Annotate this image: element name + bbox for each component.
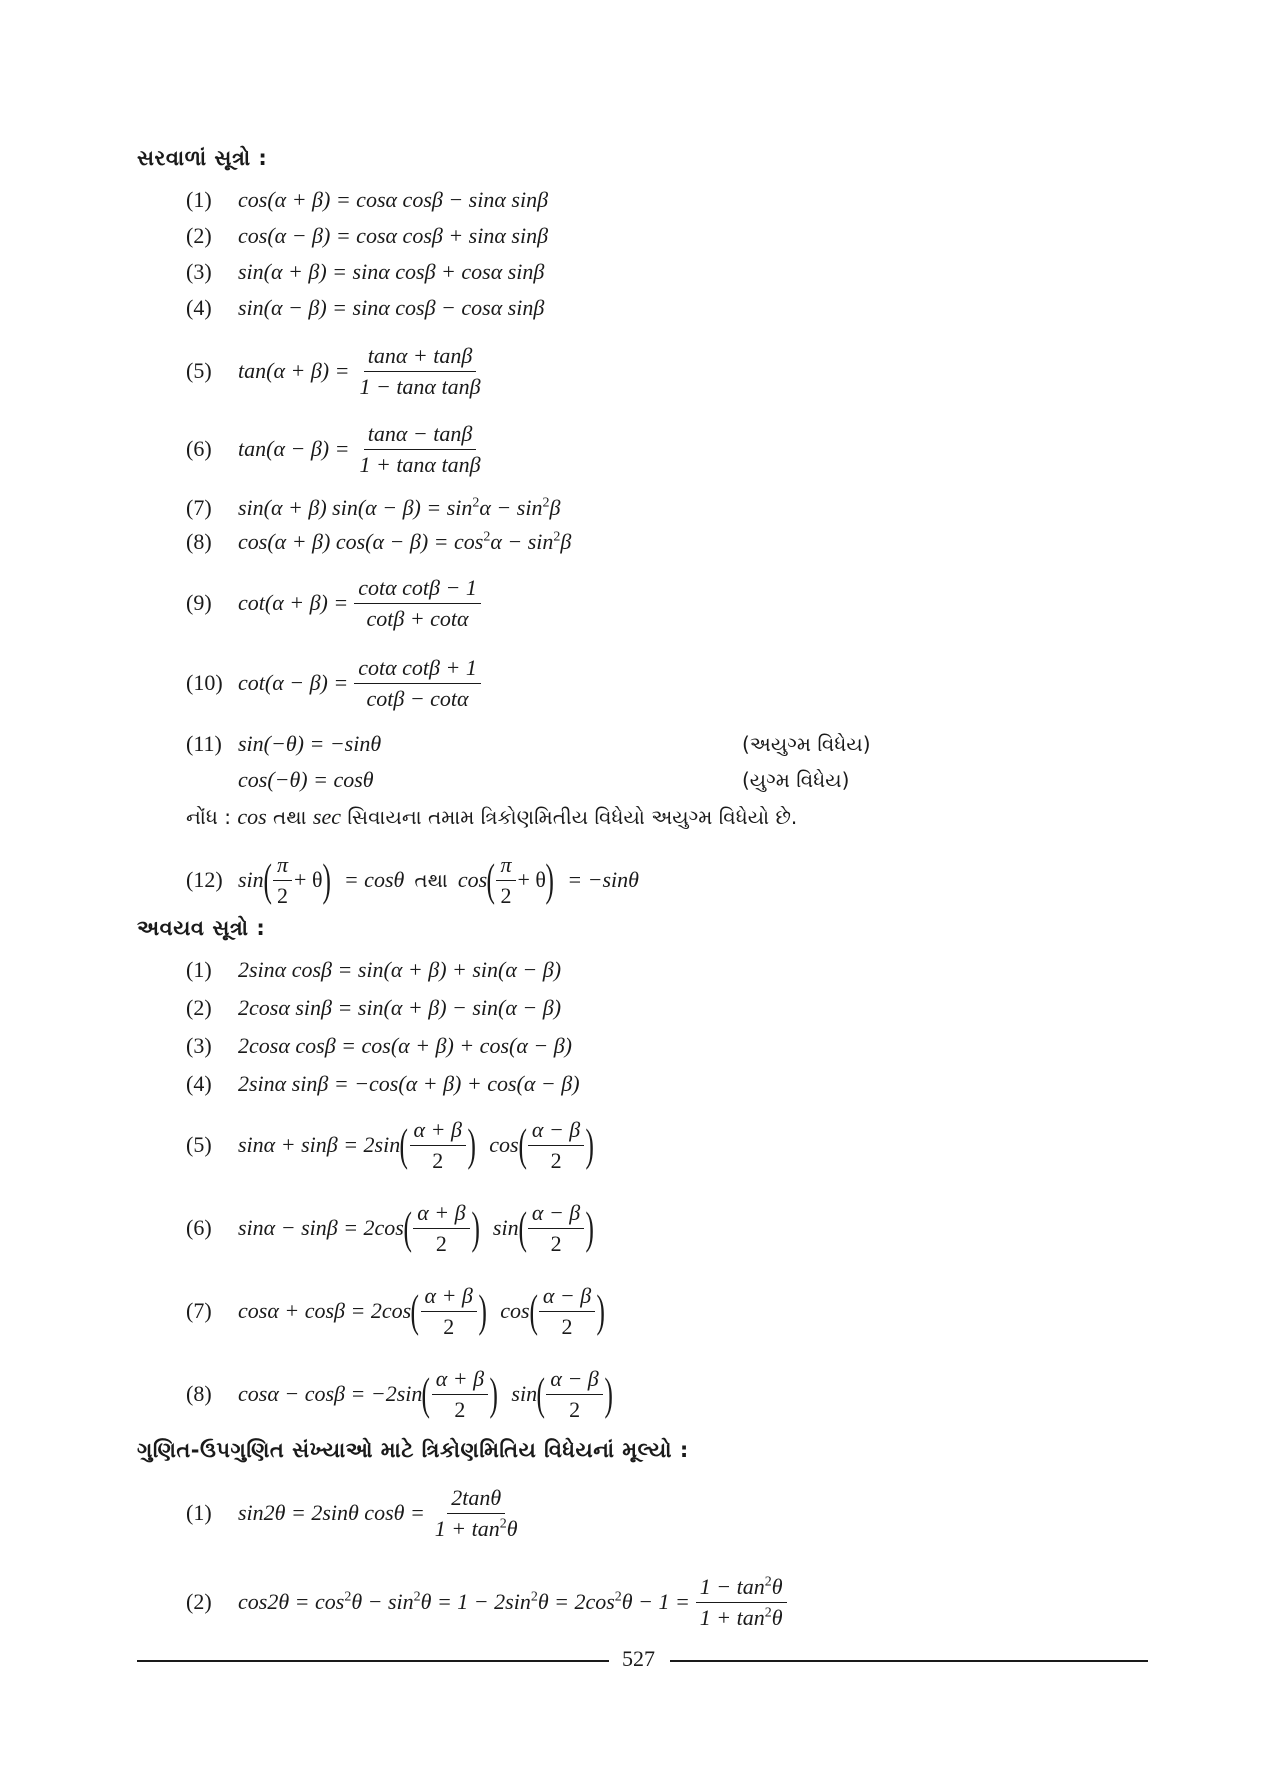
- formula-text: 2sinα sinβ = −cos(α + β) + cos(α − β): [238, 1071, 580, 1096]
- formula-number: (4): [186, 1071, 212, 1096]
- fraction: [431, 1485, 522, 1542]
- formula-sum-8: [186, 522, 571, 562]
- formula-number: (6): [186, 436, 212, 461]
- formula-factor-6: [186, 1193, 594, 1263]
- formula-number: (3): [186, 1033, 212, 1058]
- numerator: $1 - \tan^2\theta$: [696, 1574, 787, 1603]
- formula-text: cosα + cosβ = 2cos ( $\frac{\alpha + \beta}{2}$ ) cos ( $\frac{\alpha - \beta}{2}$ ): [238, 1282, 606, 1339]
- formula-lhs: cot(α + β) =: [238, 590, 349, 615]
- section-heading-sum-formulas: સરવાળાં સૂત્રો :: [137, 146, 268, 170]
- formula-number: (2): [186, 223, 212, 248]
- formula-lhs: sin2θ = 2sinθ cosθ =: [238, 1500, 425, 1525]
- formula-number: (3): [186, 259, 212, 284]
- formula-number: (5): [186, 1132, 212, 1157]
- denominator: $1 + \tan^2\theta$: [434, 1515, 518, 1541]
- formula-text: sin ( $\frac{\pi}{2}$ + θ ) = cosθ તથા cos ( $\frac{\pi}{2}$ + θ ) = −sinθ: [238, 851, 639, 908]
- formula-factor-4: [186, 1064, 580, 1104]
- formula-number: (8): [186, 529, 212, 554]
- formula-text: sin(α − β) = sinα cosβ − cosα sinβ: [238, 295, 545, 320]
- formula-text: $\cos 2\theta = \cos^2\theta - \sin^2\theta = 1 - 2\sin^2\theta = 2\cos^2\theta - 1$ =: [238, 1589, 690, 1614]
- formula-sum-5: [186, 336, 491, 406]
- fraction: [354, 655, 481, 712]
- fraction: [696, 1574, 787, 1631]
- formula-sum-6: [186, 414, 491, 484]
- note: નોંધ : cos તથા sec સિવાયના તમામ ત્રિકોણમિતીય વિધેયો અયુગ્મ વિધેયો છે.: [186, 804, 798, 829]
- formula-lhs: tan(α − β) =: [238, 436, 350, 461]
- formula-text: sinα + sinβ = 2sin ( $\frac{\alpha + \beta}{2}$ ) cos ( $\frac{\alpha - \beta}{2}$ ): [238, 1116, 595, 1173]
- formula-lhs: tan(α + β) =: [238, 358, 350, 383]
- formula-factor-8: [186, 1359, 612, 1429]
- numerator: 2tanθ: [447, 1485, 505, 1514]
- page-number: 527: [622, 1646, 655, 1671]
- formula-lhs: cot(α − β) =: [238, 670, 349, 695]
- fraction: [355, 343, 484, 400]
- formula-text: cos(α − β) = cosα cosβ + sinα sinβ: [238, 223, 549, 248]
- formula-number: (1): [186, 1500, 212, 1525]
- footer-rule-right: [670, 1660, 1148, 1662]
- formula-sum-3: [186, 252, 544, 292]
- formula-text: sin(α + β) = sinα cosβ + cosα sinβ: [238, 259, 545, 284]
- denominator: 1 − tanα tanβ: [359, 373, 481, 399]
- formula-factor-5: [186, 1110, 594, 1180]
- formula-sum-11a: [186, 724, 381, 764]
- formula-number: (10): [186, 670, 223, 695]
- fraction: [354, 575, 481, 632]
- numerator: tanα − tanβ: [364, 421, 477, 450]
- denominator: 1 + tanα tanβ: [359, 451, 481, 477]
- even-function-label: (યુગ્મ વિધેય): [742, 768, 850, 792]
- formula-multiple-2: [186, 1567, 793, 1637]
- formula-factor-1: [186, 950, 561, 990]
- formula-number: (2): [186, 1589, 212, 1614]
- formula-number: (2): [186, 995, 212, 1020]
- formula-text: cosα − cosβ = −2sin ( $\frac{\alpha + \beta}{2}$ ) sin ( $\frac{\alpha - \beta}{2}$ ): [238, 1365, 613, 1422]
- numerator: tanα + tanβ: [364, 343, 477, 372]
- section-heading-factor-formulas: અવયવ સૂત્રો :: [137, 916, 266, 940]
- formula-number: (6): [186, 1215, 212, 1240]
- denominator: cotβ − cotα: [366, 685, 469, 711]
- numerator: cotα cotβ − 1: [354, 575, 481, 604]
- numerator: cotα cotβ + 1: [354, 655, 481, 684]
- formula-sum-10: [186, 648, 487, 718]
- formula-number: (1): [186, 187, 212, 212]
- formula-text: cos(α + β) $\cos(\alpha - \beta) = \cos^2\alpha - \sin^2\beta$: [238, 529, 572, 554]
- formula-multiple-1: [186, 1478, 528, 1548]
- formula-sum-4: [186, 288, 544, 328]
- formula-factor-3: [186, 1026, 572, 1066]
- formula-text: cos(α + β) = cosα cosβ − sinα sinβ: [238, 187, 549, 212]
- footer-rule-left: [137, 1660, 609, 1662]
- formula-text: 2cosα cosβ = cos(α + β) + cos(α − β): [238, 1033, 573, 1058]
- fraction: [355, 421, 484, 478]
- section-heading-multiple-angle: ગુણિત-ઉપગુણિત સંખ્યાઓ માટે ત્રિકોણમિતિય વિધેયનાં મૂલ્યો :: [137, 1438, 689, 1462]
- formula-number: (11): [186, 731, 222, 756]
- formula-text: cos(−θ) = cosθ: [238, 767, 374, 792]
- formula-number: (9): [186, 590, 212, 615]
- denominator: cotβ + cotα: [366, 605, 469, 631]
- formula-number: (1): [186, 957, 212, 982]
- formula-text: sin(α + β) $\sin(\alpha - \beta) = \sin^2\alpha - \sin^2\beta$: [238, 495, 561, 520]
- formula-text: 2sinα cosβ = sin(α + β) + sin(α − β): [238, 957, 562, 982]
- formula-number: (4): [186, 295, 212, 320]
- formula-sum-1: [186, 180, 548, 220]
- formula-sum-2: [186, 216, 548, 256]
- odd-function-label: (અયુગ્મ વિધેય): [742, 732, 871, 756]
- formula-text: sin(−θ) = −sinθ: [238, 731, 382, 756]
- formula-text: 2cosα sinβ = sin(α + β) − sin(α − β): [238, 995, 562, 1020]
- denominator: $1 + \tan^2\theta$: [699, 1604, 783, 1630]
- formula-sum-12: [186, 845, 639, 915]
- formula-sum-11b: [186, 760, 374, 800]
- formula-text: sinα − sinβ = 2cos ( $\frac{\alpha + \beta}{2}$ ) sin ( $\frac{\alpha - \beta}{2}$ ): [238, 1199, 595, 1256]
- formula-number: (7): [186, 1298, 212, 1323]
- formula-number: (7): [186, 495, 212, 520]
- formula-factor-2: [186, 988, 561, 1028]
- formula-number: (12): [186, 867, 223, 892]
- formula-number: (5): [186, 358, 212, 383]
- formula-number: (8): [186, 1381, 212, 1406]
- formula-factor-7: [186, 1276, 605, 1346]
- formula-sum-9: [186, 568, 487, 638]
